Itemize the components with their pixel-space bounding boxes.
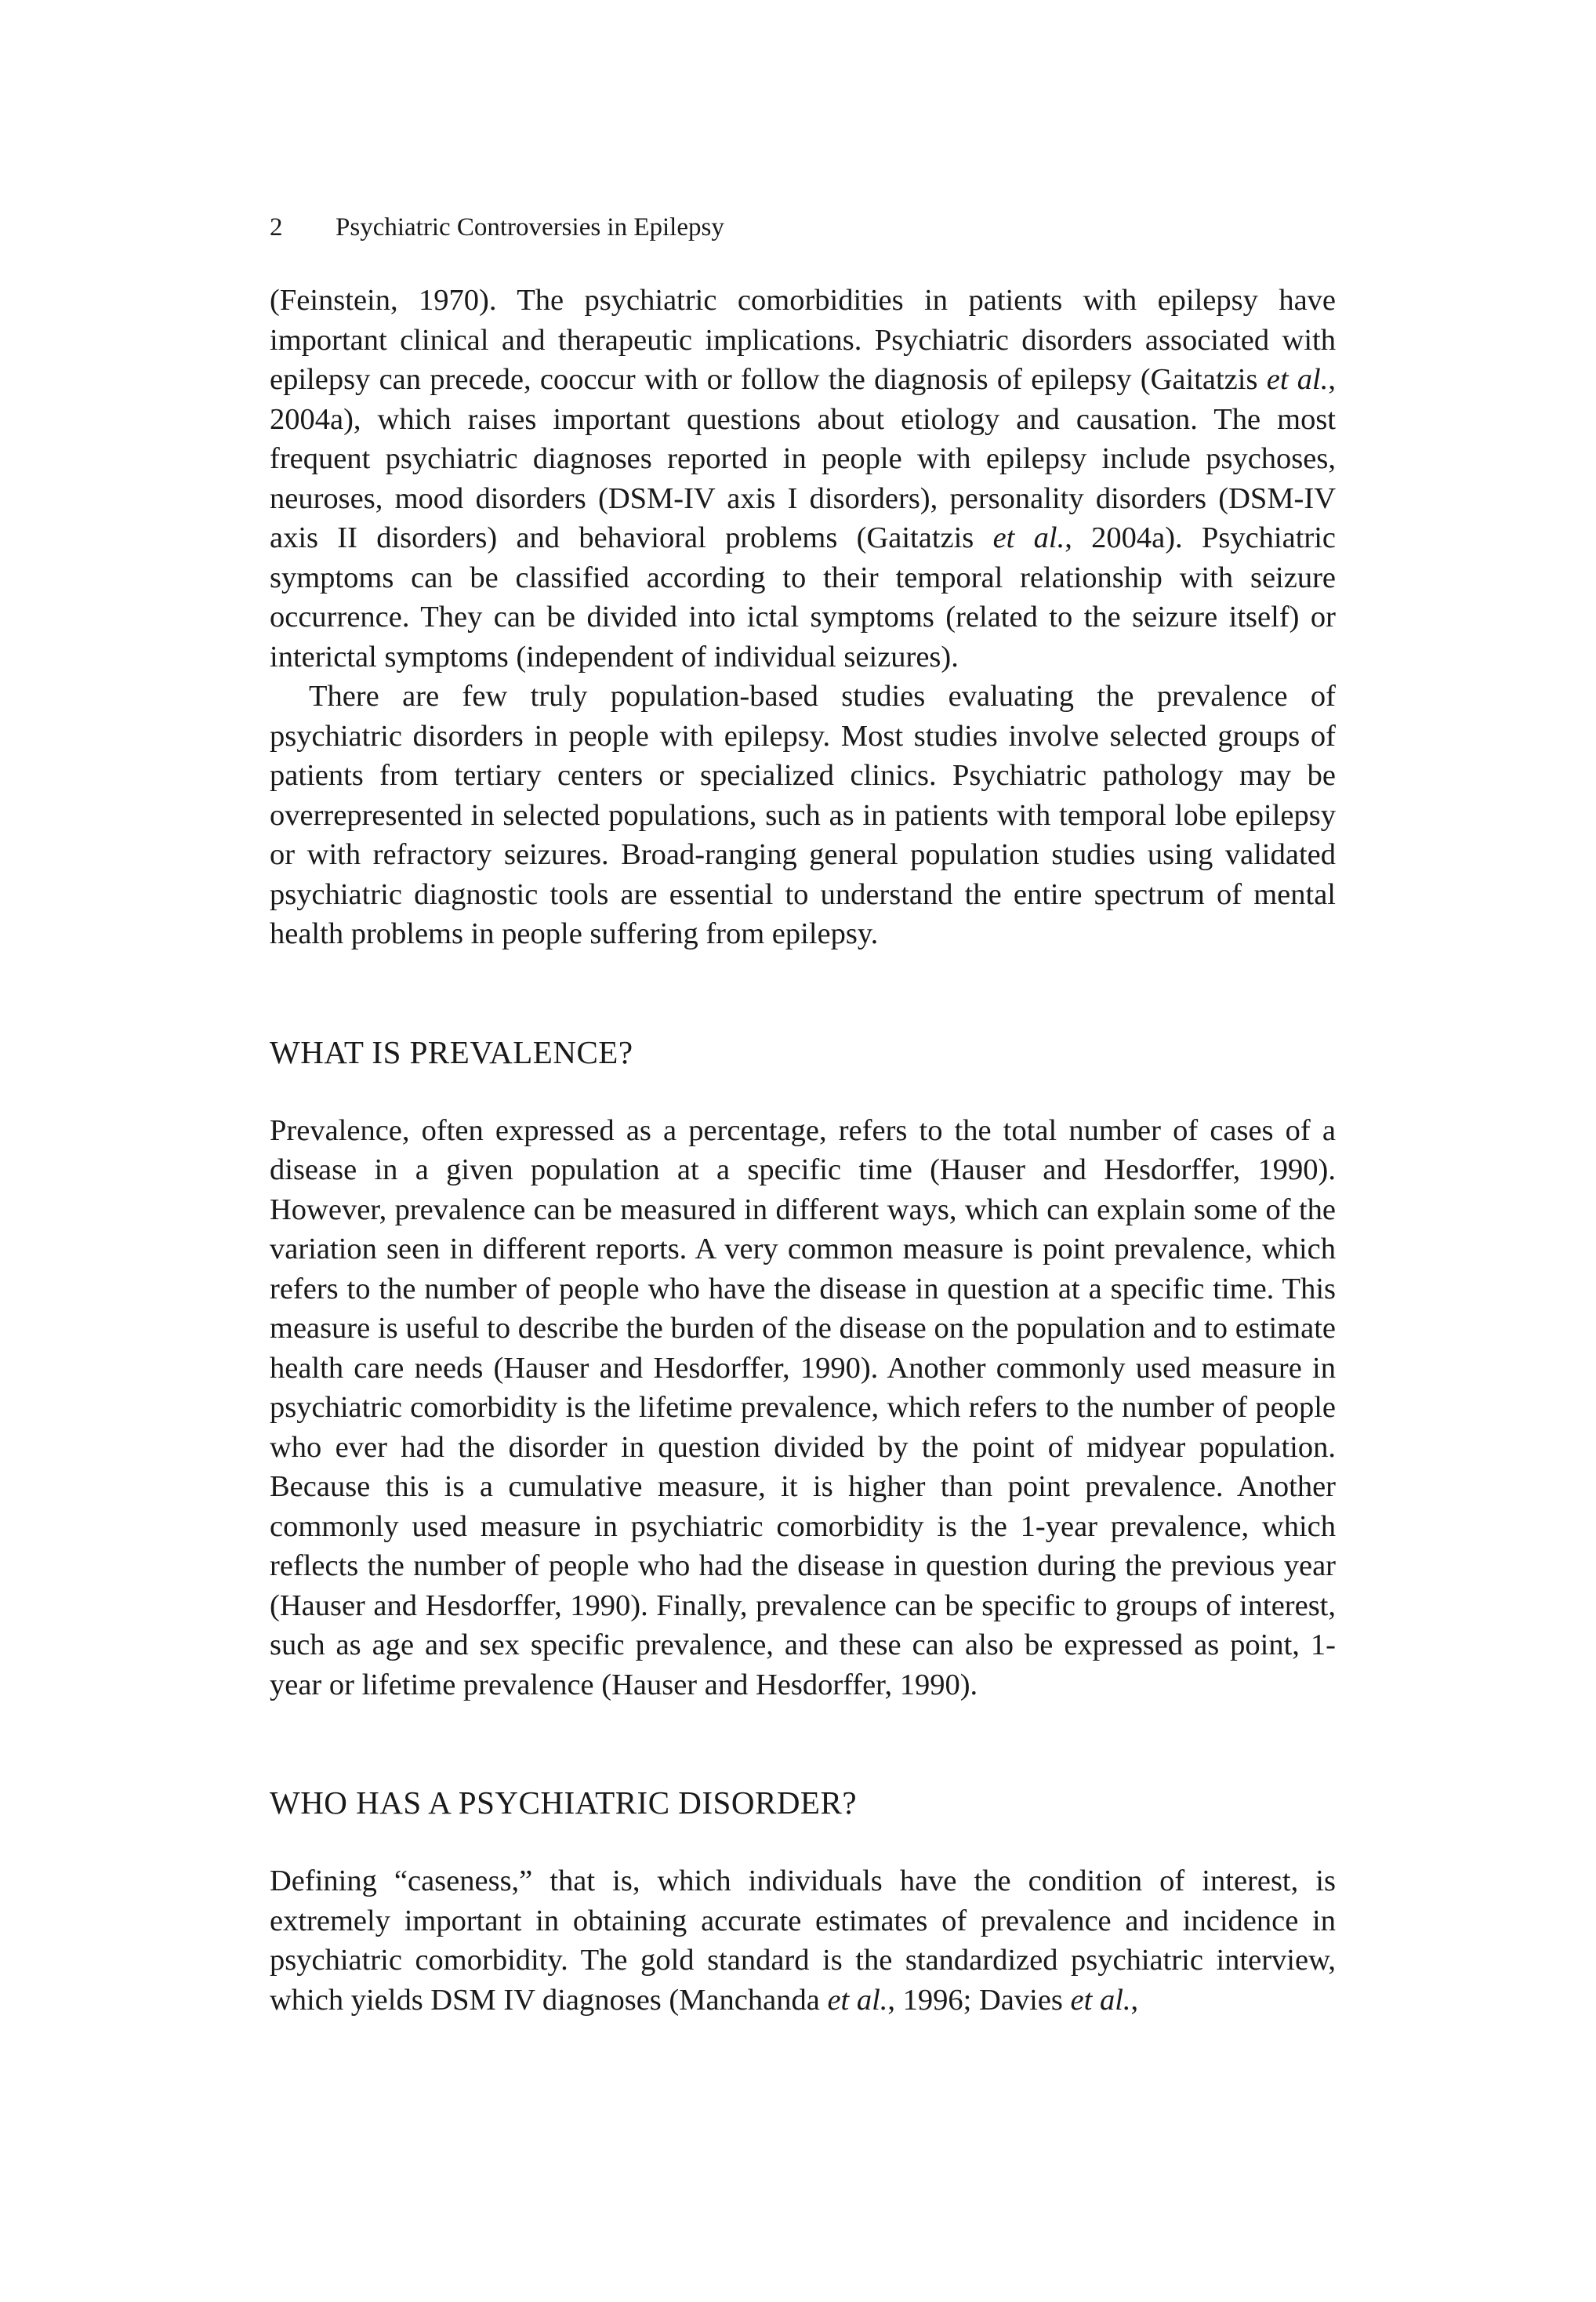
running-title: Psychiatric Controversies in Epilepsy [336, 213, 724, 241]
text-run: , [1130, 1983, 1139, 2017]
page-number: 2 [270, 213, 283, 241]
section-heading-prevalence: WHAT IS PREVALENCE? [270, 1033, 633, 1070]
italic-run: et al. [1070, 1983, 1131, 2017]
paragraph-population-studies: There are few truly population-based studies evaluating the prevalence of psychiatric disorders in people with epilepsy. Most studies involve selected groups of patients from tertiary centers or specialized clinics. Psychiatric pathology may be overrepresented in selected populations, such as in patients with temporal lobe epilepsy or with refractory seizures. Broad-ranging general population studies using validated psychiatric diagnostic tools are essential to understand the entire spectrum of mental health problems in people suffering from epilepsy. [270, 680, 1336, 950]
running-head [270, 212, 1336, 243]
paragraph-prevalence: Prevalence, often expressed as a percentage, refers to the total number of cases of a disease in a given population at a specific time (Hauser and Hesdorffer, 1990). However, prevalence can be measured in different ways, which can explain some of the variation seen in different reports. A very common measure is point prevalence, which refers to the number of people who have the disease in question at a specific time. This measure is useful to describe the burden of the disease on the population and to estimate health care needs (Hauser and Hesdorffer, 1990). Another commonly used measure in psychiatric comorbidity is the lifetime prevalence, which refers to the number of people who ever had the disorder in question divided by the point of midyear population. Because this is a cumulative measure, it is higher than point prevalence. Another commonly used measure in psychiatric comorbidity is the 1-year prevalence, which reflects the number of people who had the disease in question during the previous year (Hauser and Hesdorffer, 1990). Finally, prevalence can be specific to groups of interest, such as age and sex specific prevalence, and these can also be expressed as point, 1-year or lifetime prevalence (Hauser and Hesdorffer, 1990). [270, 1113, 1336, 1701]
italic-run: et al. [1266, 363, 1329, 396]
text-run: (Feinstein, 1970). The psychiatric comorbidities in patients with epilepsy have important clinical and therapeutic implications. Psychiatric disorders associated with epilepsy can precede, cooccur with or follow the diagnosis of epilepsy (Gaitatzis [270, 284, 1336, 396]
paragraph-caseness [270, 1861, 1336, 2020]
italic-run: et al. [827, 1983, 888, 2017]
text-run: Defining “caseness,” that is, which individuals have the condition of interest, is extremely important in obtaining accurate estimates of prevalence and incidence in psychiatric comorbidity. The gold standard is the standardized psychiatric interview, which yields DSM IV diagnoses (Manchanda [270, 1864, 1336, 2017]
text-run: , 2004a). Psychiatric symptoms can be classified according to their temporal relationship with seizure occurrence. They can be divided into ictal symptoms (related to the seizure itself) or interictal symptoms (independent of individual seizures). [270, 521, 1337, 674]
book-page [270, 212, 1336, 2020]
paragraph-comorbidities [270, 281, 1336, 677]
section-heading-psychiatric-disorder: WHO HAS A PSYCHIATRIC DISORDER? [270, 1785, 858, 1821]
text-run: , 1996; Davies [887, 1983, 1071, 2017]
text-run: , 2004a), which raises important questions about etiology and causation. The most frequent psychiatric diagnoses reported in people with epilepsy include psychoses, neuroses, mood disorders (DSM-IV axis I disorders), personality disorders (DSM-IV axis II disorders) and behavioral problems (Gaitatzis [270, 363, 1336, 554]
italic-run: et al. [992, 521, 1065, 554]
